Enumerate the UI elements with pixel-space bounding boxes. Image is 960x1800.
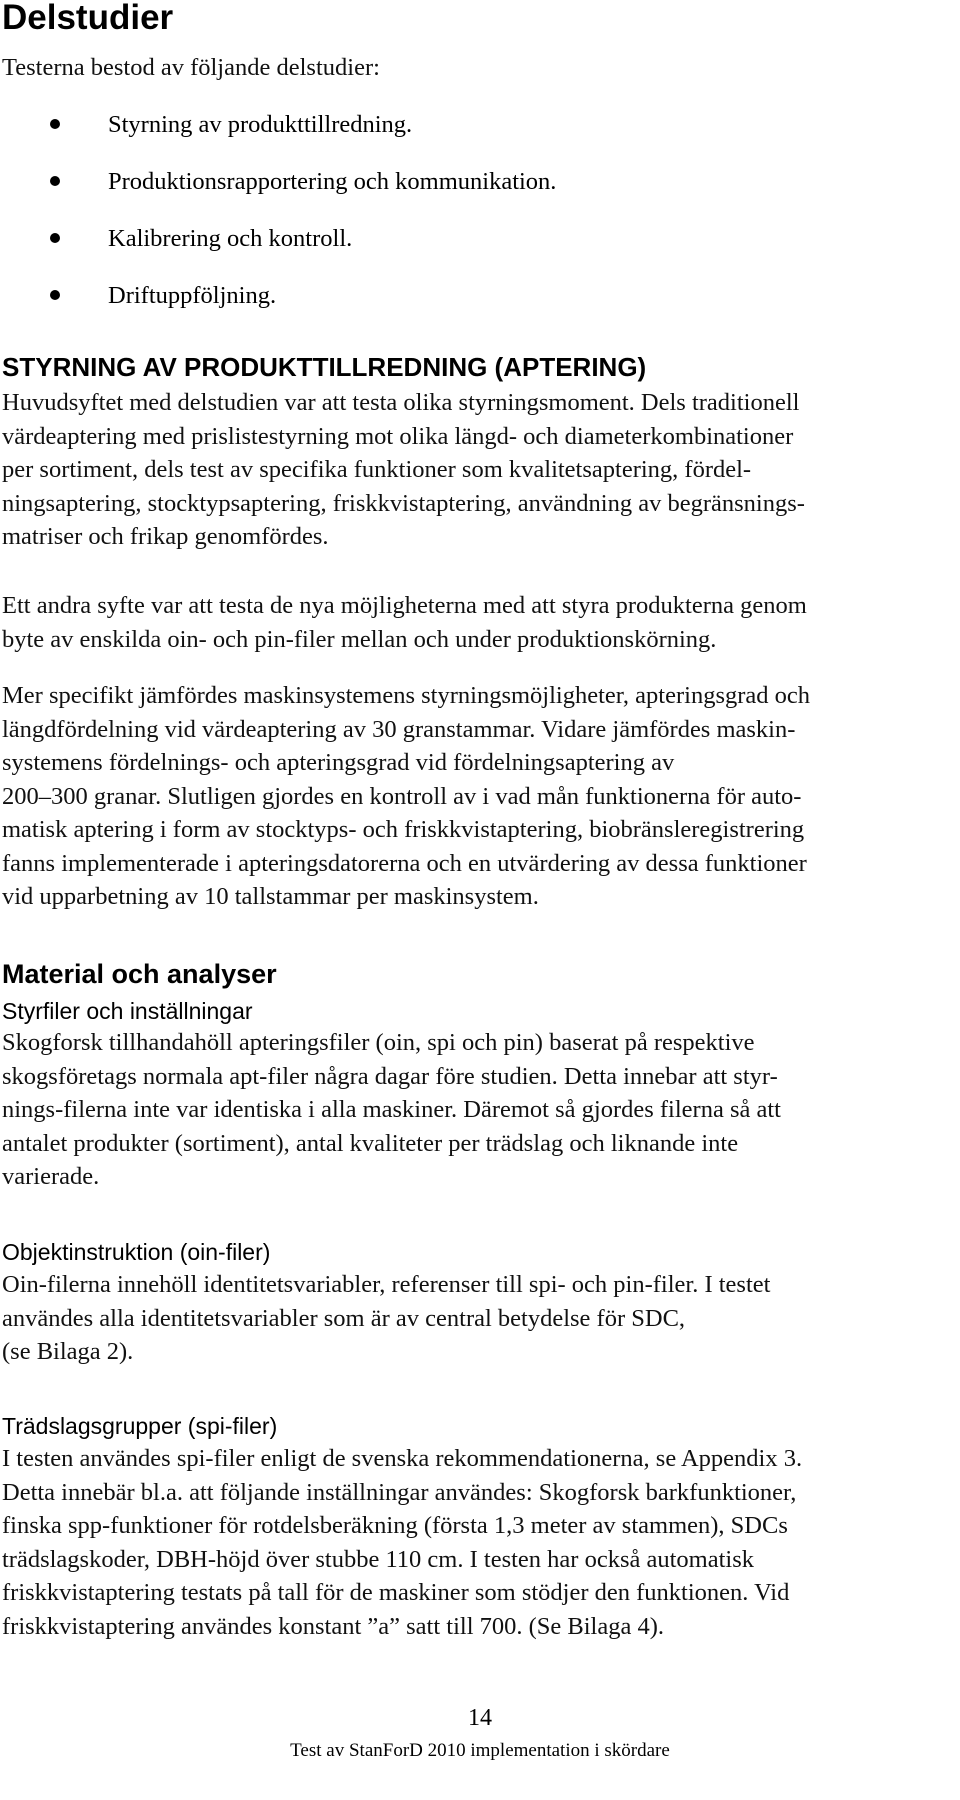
paragraph-styrning-3 (2, 679, 810, 914)
text-line: Mer specifikt jämfördes maskinsystemens styrningsmöjligheter, apteringsgrad och (2, 682, 811, 709)
bullet-icon (50, 119, 60, 129)
paragraph-styrning-2 (2, 589, 807, 656)
text-line: varierade. (2, 1163, 100, 1190)
page-number: 14 (468, 1705, 492, 1731)
text-line: skogsföretags normala apt-filer några dagar före studien. Detta innebar att styr- (2, 1062, 778, 1090)
text-line: systemens fördelnings- och apteringsgrad vid fördelningsaptering av (2, 749, 675, 776)
text-line: 200–300 granar. Slutligen gjordes en kontroll av i vad mån funktionerna för auto- (2, 782, 802, 810)
text-line: värdeaptering med prislistestyrning mot olika längd- och diameterkombinationer (2, 422, 794, 450)
text-line: friskkvistaptering användes konstant ”a” satt till 700. (Se Bilaga 4). (2, 1612, 665, 1640)
text-line: per sortiment, dels test av specifika funktioner som kvalitetsaptering, fördel- (2, 456, 752, 483)
text-line: Oin-filerna innehöll identitetsvariabler, referenser till spi- och pin-filer. I testet (2, 1271, 771, 1298)
text-line: nings-filerna inte var identiska i alla maskiner. Däremot så gjordes filerna så att (2, 1096, 781, 1123)
text-line: vid upparbetning av 10 tallstammar per maskinsystem. (2, 883, 539, 910)
bullet-icon (50, 176, 60, 186)
bullet-icon (50, 233, 60, 243)
list-item-text: Styrning av produkttillredning. (108, 111, 413, 138)
text-line: I testen användes spi-filer enligt de svenska rekommendationerna, se Appendix 3. (2, 1445, 803, 1472)
paragraph-objektinstruktion (2, 1268, 770, 1369)
text-line: Testerna bestod av följande delstudier: (2, 54, 380, 81)
subheading-tradslagsgrupper: Trädslagsgrupper (spi-filer) (2, 1413, 278, 1439)
text-line: matisk aptering i form av stocktyps- och friskkvistaptering, biobränsleregistrering (2, 816, 805, 843)
section-heading-delstudier: Delstudier (2, 0, 174, 37)
text-line: Huvudsyftet med delstudien var att testa olika styrningsmoment. Dels traditionell (2, 389, 800, 416)
text-line: byte av enskilda oin- och pin-filer mellan och under produktionskörning. (2, 625, 717, 653)
subheading-objektinstruktion: Objektinstruktion (oin-filer) (2, 1239, 271, 1265)
text-line: längdfördelning vid värdeaptering av 30 granstammar. Vidare jämfördes maskin- (2, 715, 796, 743)
section-heading-material: Material och analyser (2, 959, 277, 989)
subheading-styrfiler: Styrfiler och inställningar (2, 998, 253, 1024)
text-line: friskkvistaptering testats på tall för de maskiner som stödjer den funktionen. Vid (2, 1579, 790, 1606)
list-item-text: Kalibrering och kontroll. (108, 225, 353, 252)
running-footer: Test av StanForD 2010 implementation i skördare (290, 1740, 670, 1761)
text-line: användes alla identitetsvariabler som är av central betydelse för SDC, (2, 1304, 686, 1332)
list-item-text: Driftuppföljning. (108, 282, 277, 309)
text-line: trädslagskoder, DBH-höjd över stubbe 110 cm. I testen har också automatisk (2, 1545, 754, 1573)
paragraph-styrning-1 (2, 386, 805, 554)
text-line: Detta innebär bl.a. att följande inställningar användes: Skogforsk barkfunktioner, (2, 1478, 797, 1506)
text-line: ningsaptering, stocktypsaptering, friskkvistaptering, användning av begränsnings- (2, 489, 805, 517)
text-line: finska spp-funktioner för rotdelsberäkning (första 1,3 meter av stammen), SDCs (2, 1512, 788, 1539)
list-item-text: Produktionsrapportering och kommunikation. (108, 168, 557, 195)
text-line: Skogforsk tillhandahöll apteringsfiler (oin, spi och pin) baserat på respektive (2, 1029, 755, 1056)
text-line: antalet produkter (sortiment), antal kvaliteter per trädslag och liknande inte (2, 1129, 739, 1157)
text-line: matriser och frikap genomfördes. (2, 523, 329, 550)
text-line: (se Bilaga 2). (2, 1338, 134, 1365)
paragraph-styrfiler (2, 1026, 781, 1194)
text-line: Ett andra syfte var att testa de nya möjligheterna med att styra produkterna genom (2, 592, 807, 619)
paragraph-tradslagsgrupper (2, 1442, 802, 1643)
section-heading-styrning: STYRNING AV PRODUKTTILLREDNING (APTERING) (2, 352, 647, 382)
bullet-icon (50, 290, 60, 300)
text-line: fanns implementerade i apteringsdatorerna och en utvärdering av dessa funktioner (2, 849, 807, 877)
intro-paragraph (2, 51, 380, 85)
